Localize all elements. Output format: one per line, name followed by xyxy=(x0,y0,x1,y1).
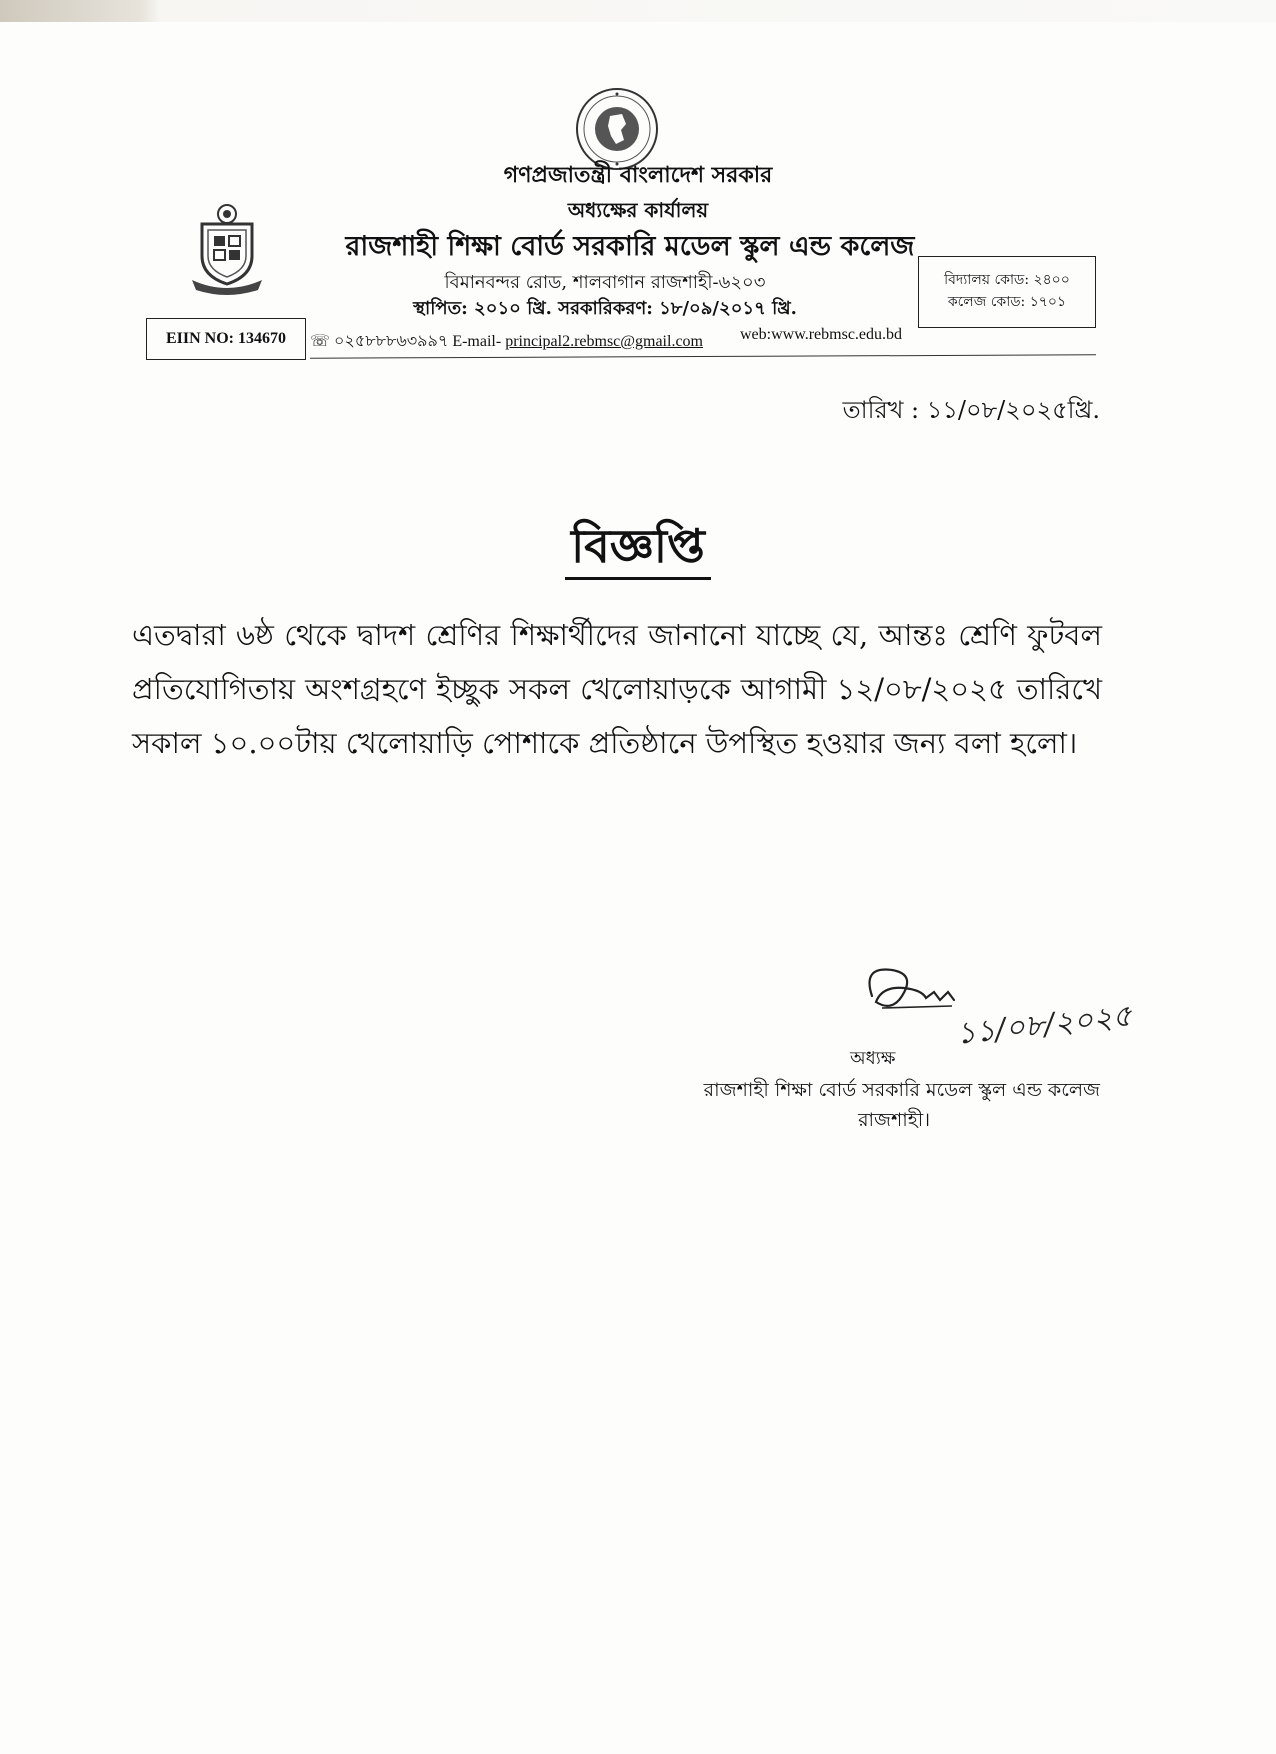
signatory-city: রাজশাহী। xyxy=(858,1109,930,1131)
signatory-designation: অধ্যক্ষ xyxy=(850,1048,896,1069)
office-title: অধ্যক্ষের কার্যালয় xyxy=(567,198,709,222)
phone-number: ০২৫৮৮৮৬৩৯৯৭ xyxy=(334,333,449,350)
email-label: E-mail- xyxy=(452,333,502,350)
website-link[interactable]: web:www.rebmsc.edu.bd xyxy=(740,326,903,343)
notice-date: তারিখ : ১১/০৮/২০২৫খ্রি. xyxy=(842,396,1100,424)
handwritten-signature xyxy=(852,956,1134,1056)
institution-address: বিমানবন্দর রোড, শালবাগান রাজশাহী-৬২০৩ xyxy=(444,272,766,293)
establishment-info: স্থাপিত: ২০১০ খ্রি. সরকারিকরণ: ১৮/০৯/২০১৭ খ্রি. xyxy=(413,298,797,319)
notice-title-text: বিজ্ঞপ্তি xyxy=(565,519,711,580)
government-title: গণপ্রজাতন্ত্রী বাংলাদেশ সরকার xyxy=(503,162,773,188)
phone-icon: ☏ xyxy=(310,333,331,350)
email-link[interactable]: principal2.rebmsc@gmail.com xyxy=(505,333,703,350)
eiin-number: EIIN NO: 134670 xyxy=(146,318,306,360)
school-code: বিদ্যালয় কোড: ২৪০০ xyxy=(944,272,1070,288)
scan-edge xyxy=(0,0,1276,22)
signatory-organization: রাজশাহী শিক্ষা বোর্ড সরকারি মডেল স্কুল এন্ড কলেজ xyxy=(703,1079,1100,1101)
notice-body: এতদ্বারা ৬ষ্ঠ থেকে দ্বাদশ শ্রেণির শিক্ষার্থীদের জানানো যাচ্ছে যে, আন্তঃ শ্রেণি ফুটবল প্রতিযোগিতায় অংশগ্রহণে ইচ্ছুক সকল খেলোয়াড়কে আগামী ১২/০৮/২০২৫ তারিখে সকাল ১০.০০টায় খেলোয়াড়ি পোশাকে প্রতিষ্ঠানে উপস্থিত হওয়ার জন্য বলা হলো। xyxy=(132,618,1102,760)
signature-date: ১১/০৮/২০২৫ xyxy=(954,998,1134,1052)
college-code: কলেজ কোড: ১৭০১ xyxy=(947,294,1067,310)
institution-name: রাজশাহী শিক্ষা বোর্ড সরকারি মডেল স্কুল এন্ড কলেজ xyxy=(345,231,915,262)
institution-code-box xyxy=(918,256,1096,328)
notice-title xyxy=(0,512,1276,588)
